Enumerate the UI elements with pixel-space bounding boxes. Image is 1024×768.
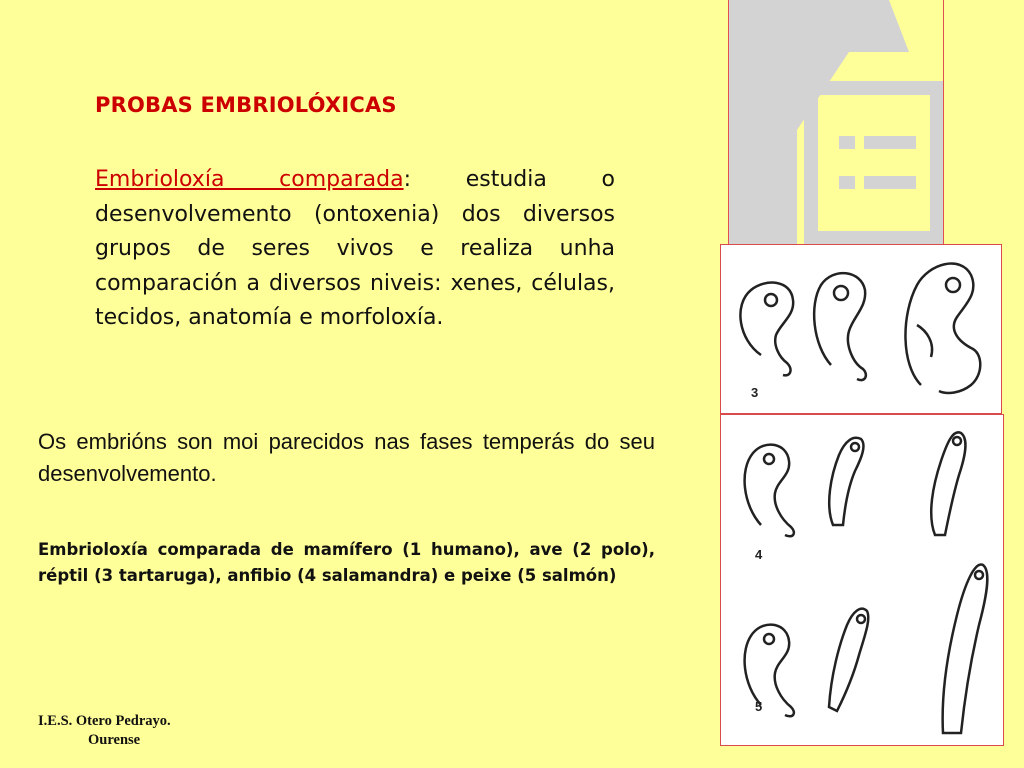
footer-school: I.E.S. Otero Pedrayo. [38,713,171,729]
slide-title: PROBAS EMBRIOLÓXICAS [95,93,397,117]
embryo-similarity-text: Os embrións son moi parecidos nas fases temperás do seu desenvolvemento. [38,429,655,486]
comparison-caption: Embrioloxía comparada de mamífero (1 humano), ave (2 polo), réptil (3 tartaruga), anfibio (4 salamandra) e peixe (5 salmón) [38,540,655,585]
label-3: 3 [751,385,759,400]
label-4: 4 [755,547,763,562]
definition-text: : estudia o desenvolvemento (ontoxenia) dos diversos grupos de seres vivos e realiza unha comparación a diversos niveis: xenes, células, tecidos, anatomía e morfoloxía. [95,167,616,330]
list-logo-icon [728,0,944,247]
embryo-illustration-top [720,244,1002,414]
embryo-illustration-bottom [720,414,1004,746]
definition-term: Embrioloxía comparada [95,167,404,192]
footer [38,712,171,750]
definition-paragraph [95,163,615,336]
footer-city: Ourense [88,732,141,748]
label-5: 5 [755,699,763,714]
